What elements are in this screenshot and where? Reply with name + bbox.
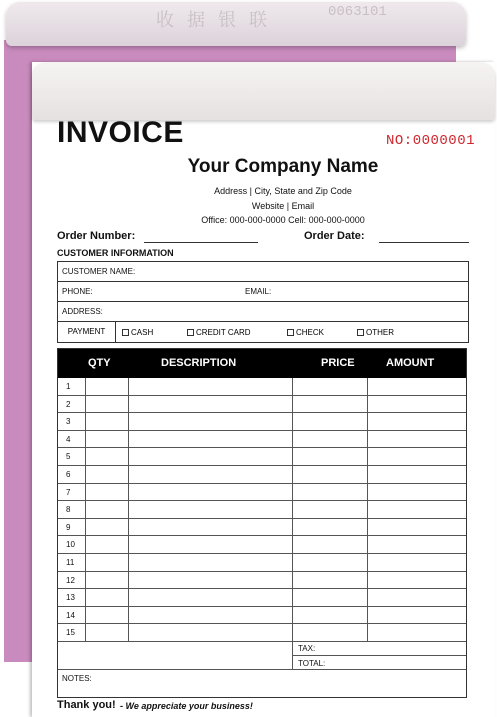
column-header-price: PRICE [321, 357, 355, 369]
row-number: 3 [66, 417, 71, 427]
order-number-label: Order Number: [57, 230, 136, 242]
row-number: 12 [66, 575, 75, 585]
notes-label: NOTES: [62, 674, 92, 683]
table-row[interactable] [58, 589, 466, 607]
address-label: ADDRESS: [62, 307, 103, 316]
table-row[interactable] [58, 519, 466, 537]
column-divider [292, 378, 293, 669]
table-row[interactable] [58, 607, 466, 625]
column-header-amount: AMOUNT [386, 357, 435, 369]
row-number: 11 [66, 558, 75, 567]
company-phones: Office: 000-000-0000 Cell: 000-000-0000 [201, 215, 365, 225]
thank-you-note: - We appreciate your business! [120, 701, 253, 711]
column-divider [128, 378, 129, 642]
back-pad-text: 收 据 银 联 [156, 10, 272, 30]
items-table [57, 348, 467, 698]
customer-name-row[interactable] [58, 262, 468, 282]
checkbox-icon[interactable] [187, 329, 194, 336]
row-number: 5 [66, 452, 71, 462]
table-row[interactable] [58, 378, 466, 396]
column-divider [367, 378, 368, 642]
payment-option-other[interactable] [357, 328, 394, 337]
address-row[interactable] [58, 302, 468, 322]
tax-total-divider [292, 655, 466, 656]
row-number: 7 [66, 487, 71, 497]
order-date-field[interactable] [379, 242, 469, 243]
row-number: 9 [66, 522, 71, 532]
email-label: EMAIL: [245, 287, 272, 296]
table-row[interactable] [58, 624, 466, 642]
company-address: Address | City, State and Zip Code [214, 186, 352, 196]
order-number-field[interactable] [144, 242, 258, 243]
table-row[interactable] [58, 554, 466, 572]
customer-name-label: CUSTOMER NAME: [62, 267, 136, 276]
table-row[interactable] [58, 466, 466, 484]
payment-option-label: CHECK [296, 328, 325, 337]
customer-section-title: CUSTOMER INFORMATION [57, 248, 174, 258]
payment-option-cash[interactable] [122, 328, 153, 337]
phone-label: PHONE: [62, 287, 93, 296]
payment-option-credit-card[interactable] [187, 328, 251, 337]
company-name: Your Company Name [187, 156, 379, 177]
column-header-description: DESCRIPTION [161, 357, 237, 369]
row-number: 13 [66, 593, 75, 603]
checkbox-icon[interactable] [357, 329, 364, 336]
payment-option-label: CREDIT CARD [196, 328, 251, 337]
invoice-number: NO:0000001 [386, 133, 476, 149]
table-row[interactable] [58, 501, 466, 519]
row-number: 10 [66, 540, 75, 550]
row-number: 14 [66, 610, 75, 620]
table-row[interactable] [58, 396, 466, 414]
front-pad-binding [32, 62, 495, 120]
invoice-title: INVOICE [57, 116, 184, 149]
order-date-label: Order Date: [304, 230, 365, 242]
payment-row [58, 322, 468, 342]
checkbox-icon[interactable] [122, 329, 129, 336]
table-row[interactable] [58, 572, 466, 590]
checkbox-icon[interactable] [287, 329, 294, 336]
total-label: TOTAL: [298, 659, 326, 668]
payment-option-check[interactable] [287, 328, 324, 337]
customer-info-box [57, 261, 469, 343]
row-number: 4 [66, 434, 71, 444]
items-table-header [58, 349, 466, 378]
tax-label: TAX: [298, 644, 316, 653]
row-number: 8 [66, 505, 71, 515]
company-web-email: Website | Email [251, 201, 315, 211]
payment-option-label: CASH [131, 328, 154, 337]
column-header-qty: QTY [88, 357, 111, 369]
table-row[interactable] [58, 536, 466, 554]
table-row[interactable] [58, 413, 466, 431]
row-number: 6 [66, 470, 71, 479]
back-pad-binding [6, 2, 466, 46]
back-pad-number: 0063101 [328, 4, 387, 20]
table-row[interactable] [58, 484, 466, 502]
table-row[interactable] [58, 431, 466, 449]
phone-email-row[interactable] [58, 282, 468, 302]
row-number: 15 [66, 628, 75, 638]
thank-you-text: Thank you! [57, 699, 116, 711]
payment-label: PAYMENT [58, 322, 116, 342]
row-number: 1 [66, 382, 71, 391]
payment-option-label: OTHER [366, 328, 394, 337]
table-row[interactable] [58, 448, 466, 466]
row-number: 2 [66, 399, 71, 409]
notes-divider [58, 669, 466, 670]
column-divider [85, 378, 86, 642]
